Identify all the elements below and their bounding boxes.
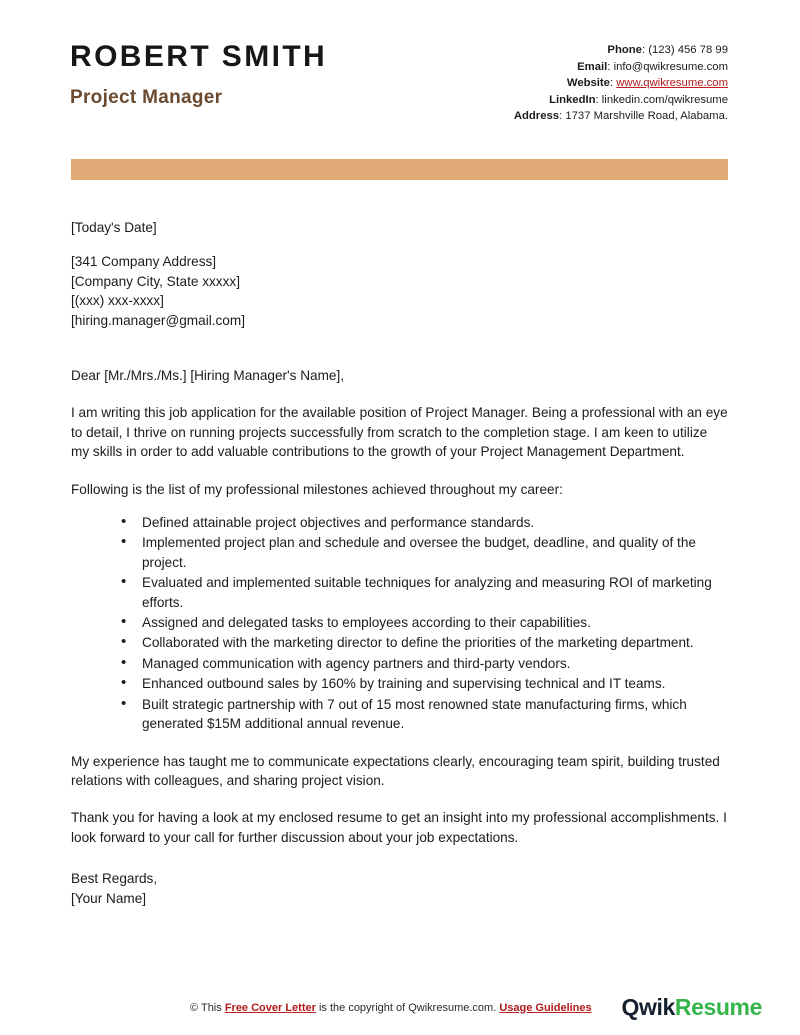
phone-label: Phone: [607, 44, 642, 56]
address-colon: :: [559, 110, 566, 123]
copyright-notice: [190, 1002, 592, 1014]
paragraph-intro: I am writing this job application for the available position of Project Manager. Being a professional with an eye to detail, I thrive on running projects successfully from scratch to the completion stage. I am keen to utilize my skills in order to add valuable contributions to the growth of your Project Management Department.: [71, 405, 728, 460]
milestones-list: [71, 513, 728, 733]
letter-body: [0, 180, 800, 908]
qwikresume-logo[interactable]: [622, 994, 762, 1021]
list-item: • Collaborated with the marketing director to define the priorities of the marketing department.: [121, 633, 728, 652]
website-label: Website: [566, 77, 610, 90]
contact-row-email: [514, 59, 728, 76]
email-label: Email: [577, 60, 608, 73]
letter-date: [Today's Date]: [71, 219, 157, 235]
list-item: • Assigned and delegated tasks to employees according to their capabilities.: [121, 613, 728, 632]
contact-row-address: [514, 108, 728, 125]
address-label: Address: [513, 110, 560, 123]
logo-text-resume: Resume: [674, 994, 762, 1020]
accent-bar: [71, 159, 728, 180]
accent-bar-wrapper: [0, 159, 800, 180]
paragraph-milestones-intro: Following is the list of my professional milestones achieved throughout my career:: [71, 481, 563, 497]
list-item: • Defined attainable project objectives and performance standards.: [121, 513, 728, 532]
document-footer: [0, 994, 800, 1021]
linkedin-value: linkedin.com/qwikresume: [601, 93, 728, 106]
recipient-line: [(xxx) xxx-xxxx]: [71, 293, 164, 309]
applicant-job-title: Project Manager: [70, 87, 223, 108]
copyright-prefix: This: [200, 1001, 222, 1014]
linkedin-colon: :: [595, 93, 602, 106]
paragraph-experience: My experience has taught me to communicate expectations clearly, encouraging team spirit, building trusted relations with colleagues, and sharing project vision.: [71, 753, 720, 788]
contact-details: [514, 34, 728, 125]
email-colon: :: [607, 60, 614, 73]
contact-row-website: [514, 75, 728, 92]
contact-row-linkedin: [514, 92, 728, 109]
recipient-line: [Company City, State xxxxx]: [71, 273, 240, 289]
closing-line: Best Regards,: [71, 871, 158, 887]
spacer-after-bar: [71, 180, 728, 218]
applicant-name: ROBERT SMITH: [70, 40, 328, 73]
phone-colon: :: [641, 44, 649, 56]
phone-value: (123) 456 78 99: [648, 44, 728, 56]
recipient-line: [hiring.manager@gmail.com]: [71, 312, 245, 328]
usage-guidelines-link[interactable]: Usage Guidelines: [499, 1001, 592, 1014]
signature-block: [71, 869, 728, 908]
copyright-icon: ©: [190, 1001, 199, 1014]
website-colon: :: [609, 77, 617, 90]
website-link[interactable]: www.qwikresume.com: [616, 77, 728, 90]
logo-text-qwik: Qwik: [621, 994, 675, 1020]
paragraph-thank-you: Thank you for having a look at my enclosed resume to get an insight into my professional accomplishments. I look forward to your call for further discussion about your job expectations.: [71, 810, 727, 845]
document-header: [0, 0, 800, 125]
list-item: • Implemented project plan and schedule and oversee the budget, deadline, and quality of the project.: [121, 533, 728, 572]
linkedin-label: LinkedIn: [549, 93, 596, 106]
list-item: • Enhanced outbound sales by 160% by training and supervising technical and IT teams.: [121, 674, 728, 693]
salutation: Dear [Mr./Mrs./Ms.] [Hiring Manager's Name],: [71, 368, 345, 383]
email-value: info@qwikresume.com: [613, 60, 728, 73]
identity-block: [70, 34, 327, 109]
recipient-line: [341 Company Address]: [71, 254, 217, 270]
list-item: • Built strategic partnership with 7 out of 15 most renowned state manufacturing firms, which generated $15M additional annual revenue.: [121, 695, 728, 734]
address-value: 1737 Marshville Road, Alabama.: [565, 110, 728, 123]
contact-row-phone: [514, 42, 728, 59]
list-item: • Evaluated and implemented suitable techniques for analyzing and measuring ROI of marketing efforts.: [121, 573, 728, 612]
copyright-middle: is the copyright of Qwikresume.com.: [318, 1001, 497, 1014]
recipient-block: [71, 252, 728, 330]
signature-name: [Your Name]: [71, 890, 147, 906]
free-cover-letter-link[interactable]: Free Cover Letter: [224, 1001, 316, 1014]
list-item: • Managed communication with agency partners and third-party vendors.: [121, 654, 728, 673]
